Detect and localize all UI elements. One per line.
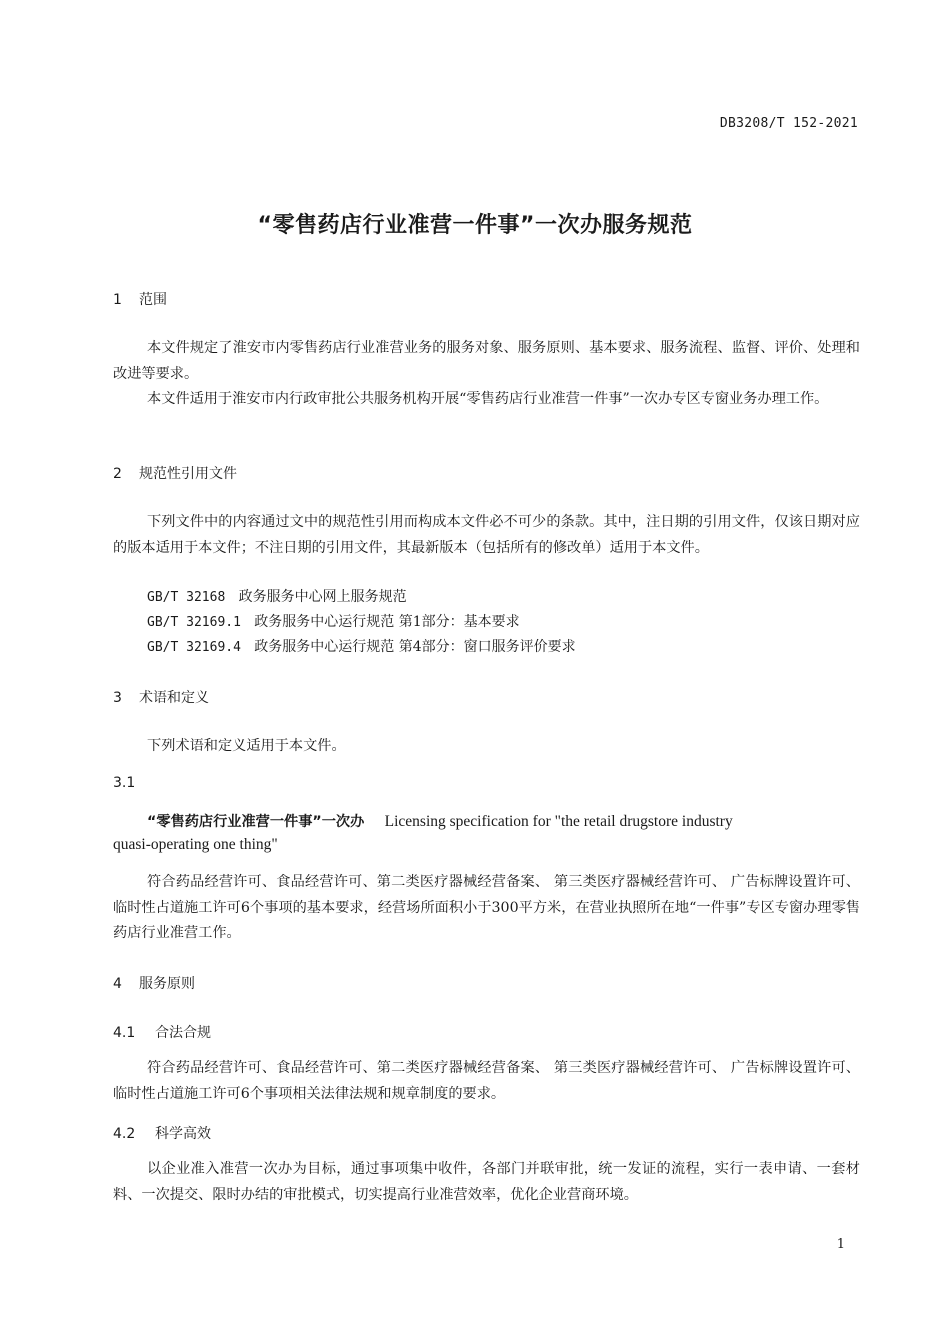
section-title: 服务原则 xyxy=(139,976,195,992)
reference-title: 政务服务中心网上服务规范 xyxy=(238,589,407,605)
subsection-4-1-heading xyxy=(113,1022,211,1042)
section-3-heading xyxy=(113,687,209,707)
section-2-heading xyxy=(113,463,237,483)
reference-code: GB/T 32169.4 xyxy=(147,640,241,655)
reference-code: GB/T 32168 xyxy=(147,590,226,605)
subsection-3-1-number: 3.1 xyxy=(113,775,136,791)
subsection-number: 4.2 xyxy=(113,1126,136,1142)
section-title: 范围 xyxy=(139,292,167,308)
reference-code: GB/T 32169.1 xyxy=(147,615,241,630)
reference-title: 政务服务中心运行规范 第4部分：窗口服务评价要求 xyxy=(254,639,576,655)
section-title: 术语和定义 xyxy=(139,690,209,706)
paragraph: 符合药品经营许可、食品经营许可、第二类医疗器械经营备案、 第三类医疗器械经营许可、 广告标牌设置许可、临时性占道施工许可6个事项的基本要求，经营场所面积小于300平方米，在营业执照所在地“一件事”专区专窗办理零售药店行业准营工作。 xyxy=(113,874,860,941)
section-number: 4 xyxy=(113,976,122,992)
section-1-body xyxy=(113,336,860,413)
term-definition xyxy=(113,870,860,947)
subsection-title: 合法合规 xyxy=(155,1025,211,1041)
section-4-heading xyxy=(113,973,195,993)
paragraph: 符合药品经营许可、食品经营许可、第二类医疗器械经营备案、 第三类医疗器械经营许可、 广告标牌设置许可、临时性占道施工许可6个事项相关法律法规和规章制度的要求。 xyxy=(113,1060,860,1102)
subsection-4-1-body xyxy=(113,1056,860,1107)
term-english: Licensing specification for "the retail drugstore industry xyxy=(384,813,733,830)
section-2-body xyxy=(113,510,860,561)
paragraph: 本文件适用于淮安市内行政审批公共服务机构开展“零售药店行业准营一件事”一次办专区专窗业务办理工作。 xyxy=(147,391,829,407)
term-chinese: “零售药店行业准营一件事”一次办 xyxy=(147,814,365,830)
section-number: 2 xyxy=(113,466,122,482)
paragraph: 以企业准入准营一次办为目标，通过事项集中收件，各部门并联审批，统一发证的流程，实行一表申请、一套材料、一次提交、限时办结的审批模式，切实提高行业准营效率，优化企业营商环境。 xyxy=(113,1161,860,1203)
subsection-4-2-body xyxy=(113,1157,860,1208)
page-number: 1 xyxy=(836,1237,845,1252)
reference-title: 政务服务中心运行规范 第1部分：基本要求 xyxy=(254,614,520,630)
paragraph: 本文件规定了淮安市内零售药店行业准营业务的服务对象、服务原则、基本要求、服务流程、监督、评价、处理和改进等要求。 xyxy=(113,340,860,382)
reference-item xyxy=(147,636,576,656)
subsection-number: 4.1 xyxy=(113,1025,136,1041)
subsection-4-2-heading xyxy=(113,1123,211,1143)
reference-item xyxy=(147,586,407,606)
document-title: “零售药店行业准营一件事”一次办服务规范 xyxy=(257,213,693,238)
term-entry xyxy=(147,811,733,831)
section-title: 规范性引用文件 xyxy=(139,466,237,482)
section-1-heading xyxy=(113,289,167,309)
section-number: 1 xyxy=(113,292,122,308)
reference-item xyxy=(147,611,520,631)
paragraph: 下列术语和定义适用于本文件。 xyxy=(147,738,346,754)
subsection-title: 科学高效 xyxy=(155,1126,211,1142)
paragraph: 下列文件中的内容通过文中的规范性引用而构成本文件必不可少的条款。其中，注日期的引用文件，仅该日期对应的版本适用于本文件；不注日期的引用文件，其最新版本（包括所有的修改单）适用于本文件。 xyxy=(113,514,860,556)
term-english-continued: quasi-operating one thing" xyxy=(113,836,278,853)
section-number: 3 xyxy=(113,690,122,706)
standard-code: DB3208/T 152-2021 xyxy=(719,116,858,131)
section-3-body xyxy=(113,734,860,760)
